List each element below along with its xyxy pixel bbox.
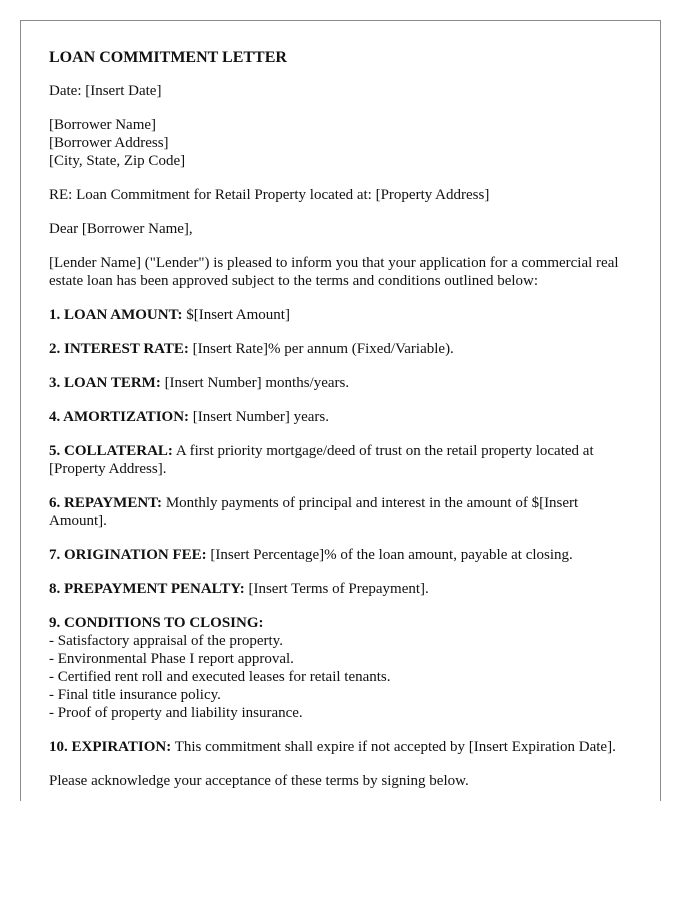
closing-line: Please acknowledge your acceptance of these terms by signing below. <box>49 773 469 789</box>
list-item: - Final title insurance policy. <box>49 687 221 703</box>
borrower-city-state-zip: [City, State, Zip Code] <box>49 153 186 169</box>
list-item: - Proof of property and liability insurance. <box>49 705 303 721</box>
term-label: 3. LOAN TERM: <box>49 375 161 391</box>
term-text: [Insert Terms of Prepayment]. <box>244 581 429 597</box>
term-origination-fee <box>49 546 639 564</box>
term-text: Monthly payments of principal and interest in the amount of $[Insert Amount]. <box>49 495 579 529</box>
conditions-heading: 9. CONDITIONS TO CLOSING: <box>49 615 264 631</box>
term-text: [Insert Percentage]% of the loan amount, payable at closing. <box>206 547 573 563</box>
conditions-section <box>49 614 639 722</box>
term-amortization <box>49 408 639 426</box>
term-text: [Insert Number] years. <box>189 409 329 425</box>
date-line: Date: [Insert Date] <box>49 83 162 99</box>
term-label: 8. PREPAYMENT PENALTY: <box>49 581 245 597</box>
term-loan-amount <box>49 306 639 324</box>
term-loan-term <box>49 374 639 392</box>
term-text: $[Insert Amount] <box>182 307 290 323</box>
letter-title: LOAN COMMITMENT LETTER <box>49 49 287 66</box>
letter-page <box>20 20 661 801</box>
intro-paragraph: [Lender Name] ("Lender") is pleased to inform you that your application for a commercial real estate loan has been approved subject to the terms and conditions outlined below: <box>49 255 619 289</box>
borrower-address: [Borrower Address] <box>49 135 169 151</box>
salutation: Dear [Borrower Name], <box>49 221 193 237</box>
term-interest-rate <box>49 340 639 358</box>
term-label: 1. LOAN AMOUNT: <box>49 307 183 323</box>
term-prepayment-penalty <box>49 580 639 598</box>
conditions-list <box>49 632 639 722</box>
list-item: - Environmental Phase I report approval. <box>49 651 294 667</box>
term-text: A first priority mortgage/deed of trust on the retail property located at [Property Address]. <box>49 443 594 477</box>
term-expiration <box>49 738 639 756</box>
term-label: 6. REPAYMENT: <box>49 495 163 511</box>
list-item: - Certified rent roll and executed leases for retail tenants. <box>49 669 391 685</box>
term-label: 2. INTEREST RATE: <box>49 341 189 357</box>
term-repayment <box>49 494 639 530</box>
term-text: This commitment shall expire if not accepted by [Insert Expiration Date]. <box>171 739 616 755</box>
letter-content <box>49 48 639 801</box>
borrower-name: [Borrower Name] <box>49 117 157 133</box>
term-collateral <box>49 442 639 478</box>
borrower-address-block <box>49 116 639 170</box>
term-text: [Insert Number] months/years. <box>160 375 350 391</box>
term-text: [Insert Rate]% per annum (Fixed/Variable). <box>188 341 454 357</box>
list-item: - Satisfactory appraisal of the property. <box>49 633 283 649</box>
term-label: 7. ORIGINATION FEE: <box>49 547 207 563</box>
re-line: RE: Loan Commitment for Retail Property located at: [Property Address] <box>49 187 490 203</box>
term-label: 5. COLLATERAL: <box>49 443 173 459</box>
term-label: 10. EXPIRATION: <box>49 739 172 755</box>
term-label: 4. AMORTIZATION: <box>49 409 190 425</box>
